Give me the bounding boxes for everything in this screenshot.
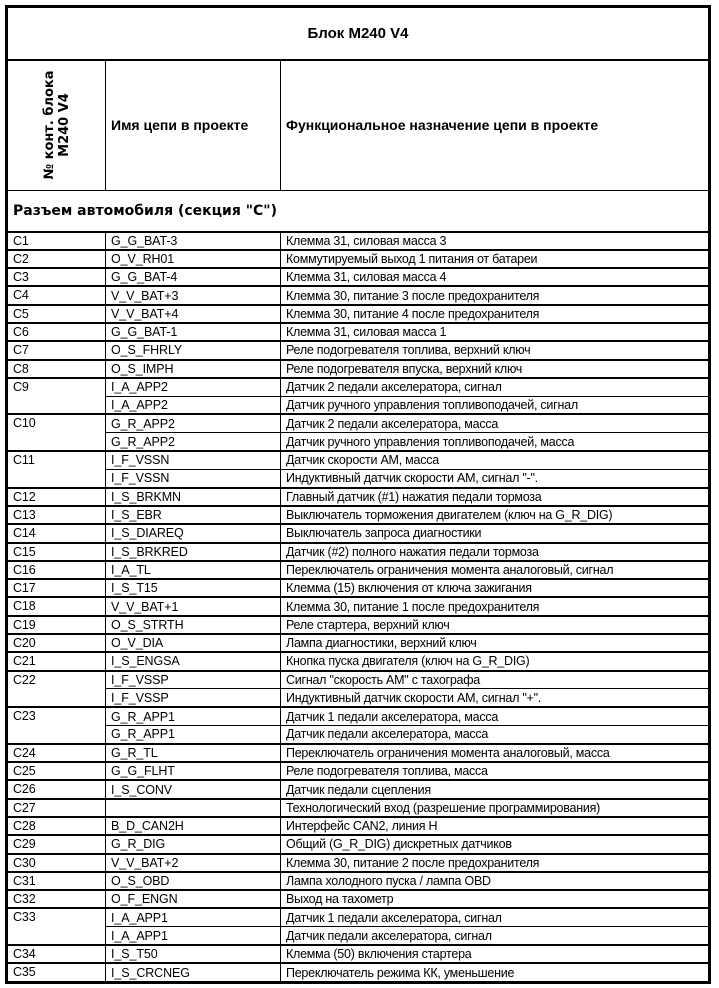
circuit-cell: G_R_APP1 (106, 707, 281, 725)
circuit-cell: V_V_BAT+2 (106, 854, 281, 872)
pin-cell: C16 (8, 561, 106, 579)
table-row (8, 506, 709, 524)
table-row (8, 726, 709, 744)
function-cell: Реле стартера, верхний ключ (281, 616, 709, 634)
function-cell: Выключатель торможения двигателем (ключ на G_R_DIG) (281, 506, 709, 524)
table-row (8, 671, 709, 689)
circuit-cell: O_S_FHRLY (106, 341, 281, 359)
function-cell: Датчик 1 педали акселератора, сигнал (281, 908, 709, 926)
section-title: Разъем автомобиля (секция "С") (8, 191, 709, 232)
function-cell: Датчик 2 педали акселератора, масса (281, 414, 709, 432)
circuit-cell: I_A_APP1 (106, 908, 281, 926)
circuit-cell: I_S_CRCNEG (106, 963, 281, 981)
circuit-cell: I_A_APP2 (106, 378, 281, 396)
table-row (8, 396, 709, 414)
function-cell: Коммутируемый выход 1 питания от батареи (281, 250, 709, 268)
circuit-cell: G_G_BAT-3 (106, 232, 281, 250)
function-cell: Датчик ручного управления топливоподачей, масса (281, 433, 709, 451)
table-row (8, 689, 709, 707)
table-row (8, 469, 709, 487)
function-cell: Лампа диагностики, верхний ключ (281, 634, 709, 652)
function-cell: Датчик 2 педали акселератора, сигнал (281, 378, 709, 396)
circuit-cell: I_A_TL (106, 561, 281, 579)
pin-cell: C34 (8, 945, 106, 963)
table-row (8, 762, 709, 780)
circuit-cell: I_A_APP2 (106, 396, 281, 414)
table-row (8, 597, 709, 615)
table-row (8, 341, 709, 359)
pin-cell: C9 (8, 378, 106, 415)
table-row (8, 268, 709, 286)
circuit-cell: I_A_APP1 (106, 927, 281, 945)
function-cell: Индуктивный датчик скорости АМ, сигнал "-". (281, 469, 709, 487)
header-pin-line1: № конт. блока (41, 70, 57, 180)
function-cell: Переключатель ограничения момента аналоговый, масса (281, 744, 709, 762)
pin-cell: C21 (8, 652, 106, 670)
table-row (8, 872, 709, 890)
circuit-cell: O_V_RH01 (106, 250, 281, 268)
pin-cell: C29 (8, 835, 106, 853)
function-cell: Датчик педали сцепления (281, 780, 709, 798)
function-cell: Клемма (50) включения стартера (281, 945, 709, 963)
circuit-cell: G_G_BAT-4 (106, 268, 281, 286)
function-cell: Клемма 31, силовая масса 3 (281, 232, 709, 250)
table-row (8, 799, 709, 817)
pin-cell: C18 (8, 597, 106, 615)
pinout-table (7, 7, 709, 982)
table-row (8, 524, 709, 542)
circuit-cell: I_F_VSSP (106, 671, 281, 689)
function-cell: Индуктивный датчик скорости АМ, сигнал "+". (281, 689, 709, 707)
circuit-cell: I_S_ENGSA (106, 652, 281, 670)
function-cell: Выход на тахометр (281, 890, 709, 908)
function-cell: Клемма 31, силовая масса 1 (281, 323, 709, 341)
function-cell: Датчик скорости АМ, масса (281, 451, 709, 469)
table-row (8, 543, 709, 561)
circuit-cell: I_S_BRKRED (106, 543, 281, 561)
circuit-cell: G_R_APP2 (106, 433, 281, 451)
pinout-document (5, 5, 711, 984)
pin-cell: C13 (8, 506, 106, 524)
table-row (8, 286, 709, 304)
function-cell: Выключатель запроса диагностики (281, 524, 709, 542)
pin-cell: C35 (8, 963, 106, 981)
table-row (8, 579, 709, 597)
pin-cell: C15 (8, 543, 106, 561)
circuit-cell: I_S_EBR (106, 506, 281, 524)
function-cell: Кнопка пуска двигателя (ключ на G_R_DIG) (281, 652, 709, 670)
pin-cell: C30 (8, 854, 106, 872)
circuit-cell: I_F_VSSN (106, 451, 281, 469)
table-row (8, 817, 709, 835)
circuit-cell: I_S_BRKMN (106, 488, 281, 506)
table-row (8, 707, 709, 725)
function-cell: Клемма 31, силовая масса 4 (281, 268, 709, 286)
table-row (8, 305, 709, 323)
pin-cell: C33 (8, 908, 106, 945)
circuit-cell: I_F_VSSP (106, 689, 281, 707)
circuit-cell (106, 799, 281, 817)
function-cell: Клемма (15) включения от ключа зажигания (281, 579, 709, 597)
circuit-cell: I_S_T15 (106, 579, 281, 597)
pin-cell: C1 (8, 232, 106, 250)
pin-cell: C25 (8, 762, 106, 780)
circuit-cell: O_F_ENGN (106, 890, 281, 908)
table-row (8, 652, 709, 670)
header-pin-number (8, 60, 106, 191)
circuit-cell: G_G_FLHT (106, 762, 281, 780)
pin-cell: C23 (8, 707, 106, 744)
table-title: Блок M240 V4 (8, 8, 709, 60)
circuit-cell: I_S_T50 (106, 945, 281, 963)
function-cell: Сигнал "скорость АМ" с тахографа (281, 671, 709, 689)
pin-cell: C6 (8, 323, 106, 341)
circuit-cell: O_V_DIA (106, 634, 281, 652)
table-row (8, 232, 709, 250)
header-circuit-name: Имя цепи в проекте (106, 60, 281, 191)
pin-cell: C32 (8, 890, 106, 908)
table-row (8, 744, 709, 762)
circuit-cell: G_R_TL (106, 744, 281, 762)
table-row (8, 451, 709, 469)
header-pin-number-text (42, 71, 72, 180)
table-row (8, 634, 709, 652)
table-row (8, 378, 709, 396)
table-row (8, 488, 709, 506)
table-row (8, 927, 709, 945)
circuit-cell: G_R_APP1 (106, 726, 281, 744)
function-cell: Датчик (#2) полного нажатия педали тормоза (281, 543, 709, 561)
table-row (8, 945, 709, 963)
table-row (8, 835, 709, 853)
pin-cell: C19 (8, 616, 106, 634)
table-row (8, 780, 709, 798)
circuit-cell: V_V_BAT+1 (106, 597, 281, 615)
table-row (8, 250, 709, 268)
function-cell: Датчик 1 педали акселератора, масса (281, 707, 709, 725)
circuit-cell: G_G_BAT-1 (106, 323, 281, 341)
pin-cell: C7 (8, 341, 106, 359)
table-row (8, 561, 709, 579)
circuit-cell: V_V_BAT+4 (106, 305, 281, 323)
function-cell: Лампа холодного пуска / лампа OBD (281, 872, 709, 890)
pin-cell: C4 (8, 286, 106, 304)
pin-cell: C11 (8, 451, 106, 488)
section-row (8, 191, 709, 232)
function-cell: Интерфейс CAN2, линия H (281, 817, 709, 835)
circuit-cell: O_S_STRTH (106, 616, 281, 634)
pin-cell: C3 (8, 268, 106, 286)
pin-cell: C5 (8, 305, 106, 323)
header-row (8, 60, 709, 191)
pin-cell: C28 (8, 817, 106, 835)
pin-cell: C17 (8, 579, 106, 597)
pin-cell: C2 (8, 250, 106, 268)
pin-cell: C14 (8, 524, 106, 542)
header-function: Функциональное назначение цепи в проекте (281, 60, 709, 191)
circuit-cell: B_D_CAN2H (106, 817, 281, 835)
function-cell: Переключатель режима КК, уменьшение (281, 963, 709, 981)
pin-cell: C24 (8, 744, 106, 762)
circuit-cell: V_V_BAT+3 (106, 286, 281, 304)
circuit-cell: I_S_DIAREQ (106, 524, 281, 542)
table-row (8, 616, 709, 634)
pin-cell: C27 (8, 799, 106, 817)
pin-cell: C31 (8, 872, 106, 890)
pin-cell: C10 (8, 414, 106, 451)
table-row (8, 963, 709, 981)
table-row (8, 433, 709, 451)
title-row (8, 8, 709, 60)
pin-cell: C8 (8, 360, 106, 378)
function-cell: Реле подогревателя впуска, верхний ключ (281, 360, 709, 378)
function-cell: Клемма 30, питание 2 после предохранителя (281, 854, 709, 872)
pin-cell: C12 (8, 488, 106, 506)
function-cell: Технологический вход (разрешение программирования) (281, 799, 709, 817)
header-pin-line2: M240 V4 (56, 93, 72, 158)
function-cell: Главный датчик (#1) нажатия педали тормоза (281, 488, 709, 506)
function-cell: Датчик ручного управления топливоподачей, сигнал (281, 396, 709, 414)
pin-cell: C22 (8, 671, 106, 708)
function-cell: Датчик педали акселератора, масса (281, 726, 709, 744)
circuit-cell: G_R_DIG (106, 835, 281, 853)
function-cell: Реле подогревателя топлива, масса (281, 762, 709, 780)
function-cell: Переключатель ограничения момента аналоговый, сигнал (281, 561, 709, 579)
function-cell: Клемма 30, питание 1 после предохранителя (281, 597, 709, 615)
pin-cell: C26 (8, 780, 106, 798)
table-row (8, 854, 709, 872)
pin-cell: C20 (8, 634, 106, 652)
circuit-cell: G_R_APP2 (106, 414, 281, 432)
table-row (8, 908, 709, 926)
table-row (8, 414, 709, 432)
function-cell: Общий (G_R_DIG) дискретных датчиков (281, 835, 709, 853)
function-cell: Клемма 30, питание 4 после предохранителя (281, 305, 709, 323)
function-cell: Клемма 30, питание 3 после предохранителя (281, 286, 709, 304)
function-cell: Датчик педали акселератора, сигнал (281, 927, 709, 945)
table-row (8, 323, 709, 341)
circuit-cell: O_S_IMPH (106, 360, 281, 378)
circuit-cell: I_F_VSSN (106, 469, 281, 487)
circuit-cell: I_S_CONV (106, 780, 281, 798)
table-row (8, 360, 709, 378)
circuit-cell: O_S_OBD (106, 872, 281, 890)
function-cell: Реле подогревателя топлива, верхний ключ (281, 341, 709, 359)
table-row (8, 890, 709, 908)
